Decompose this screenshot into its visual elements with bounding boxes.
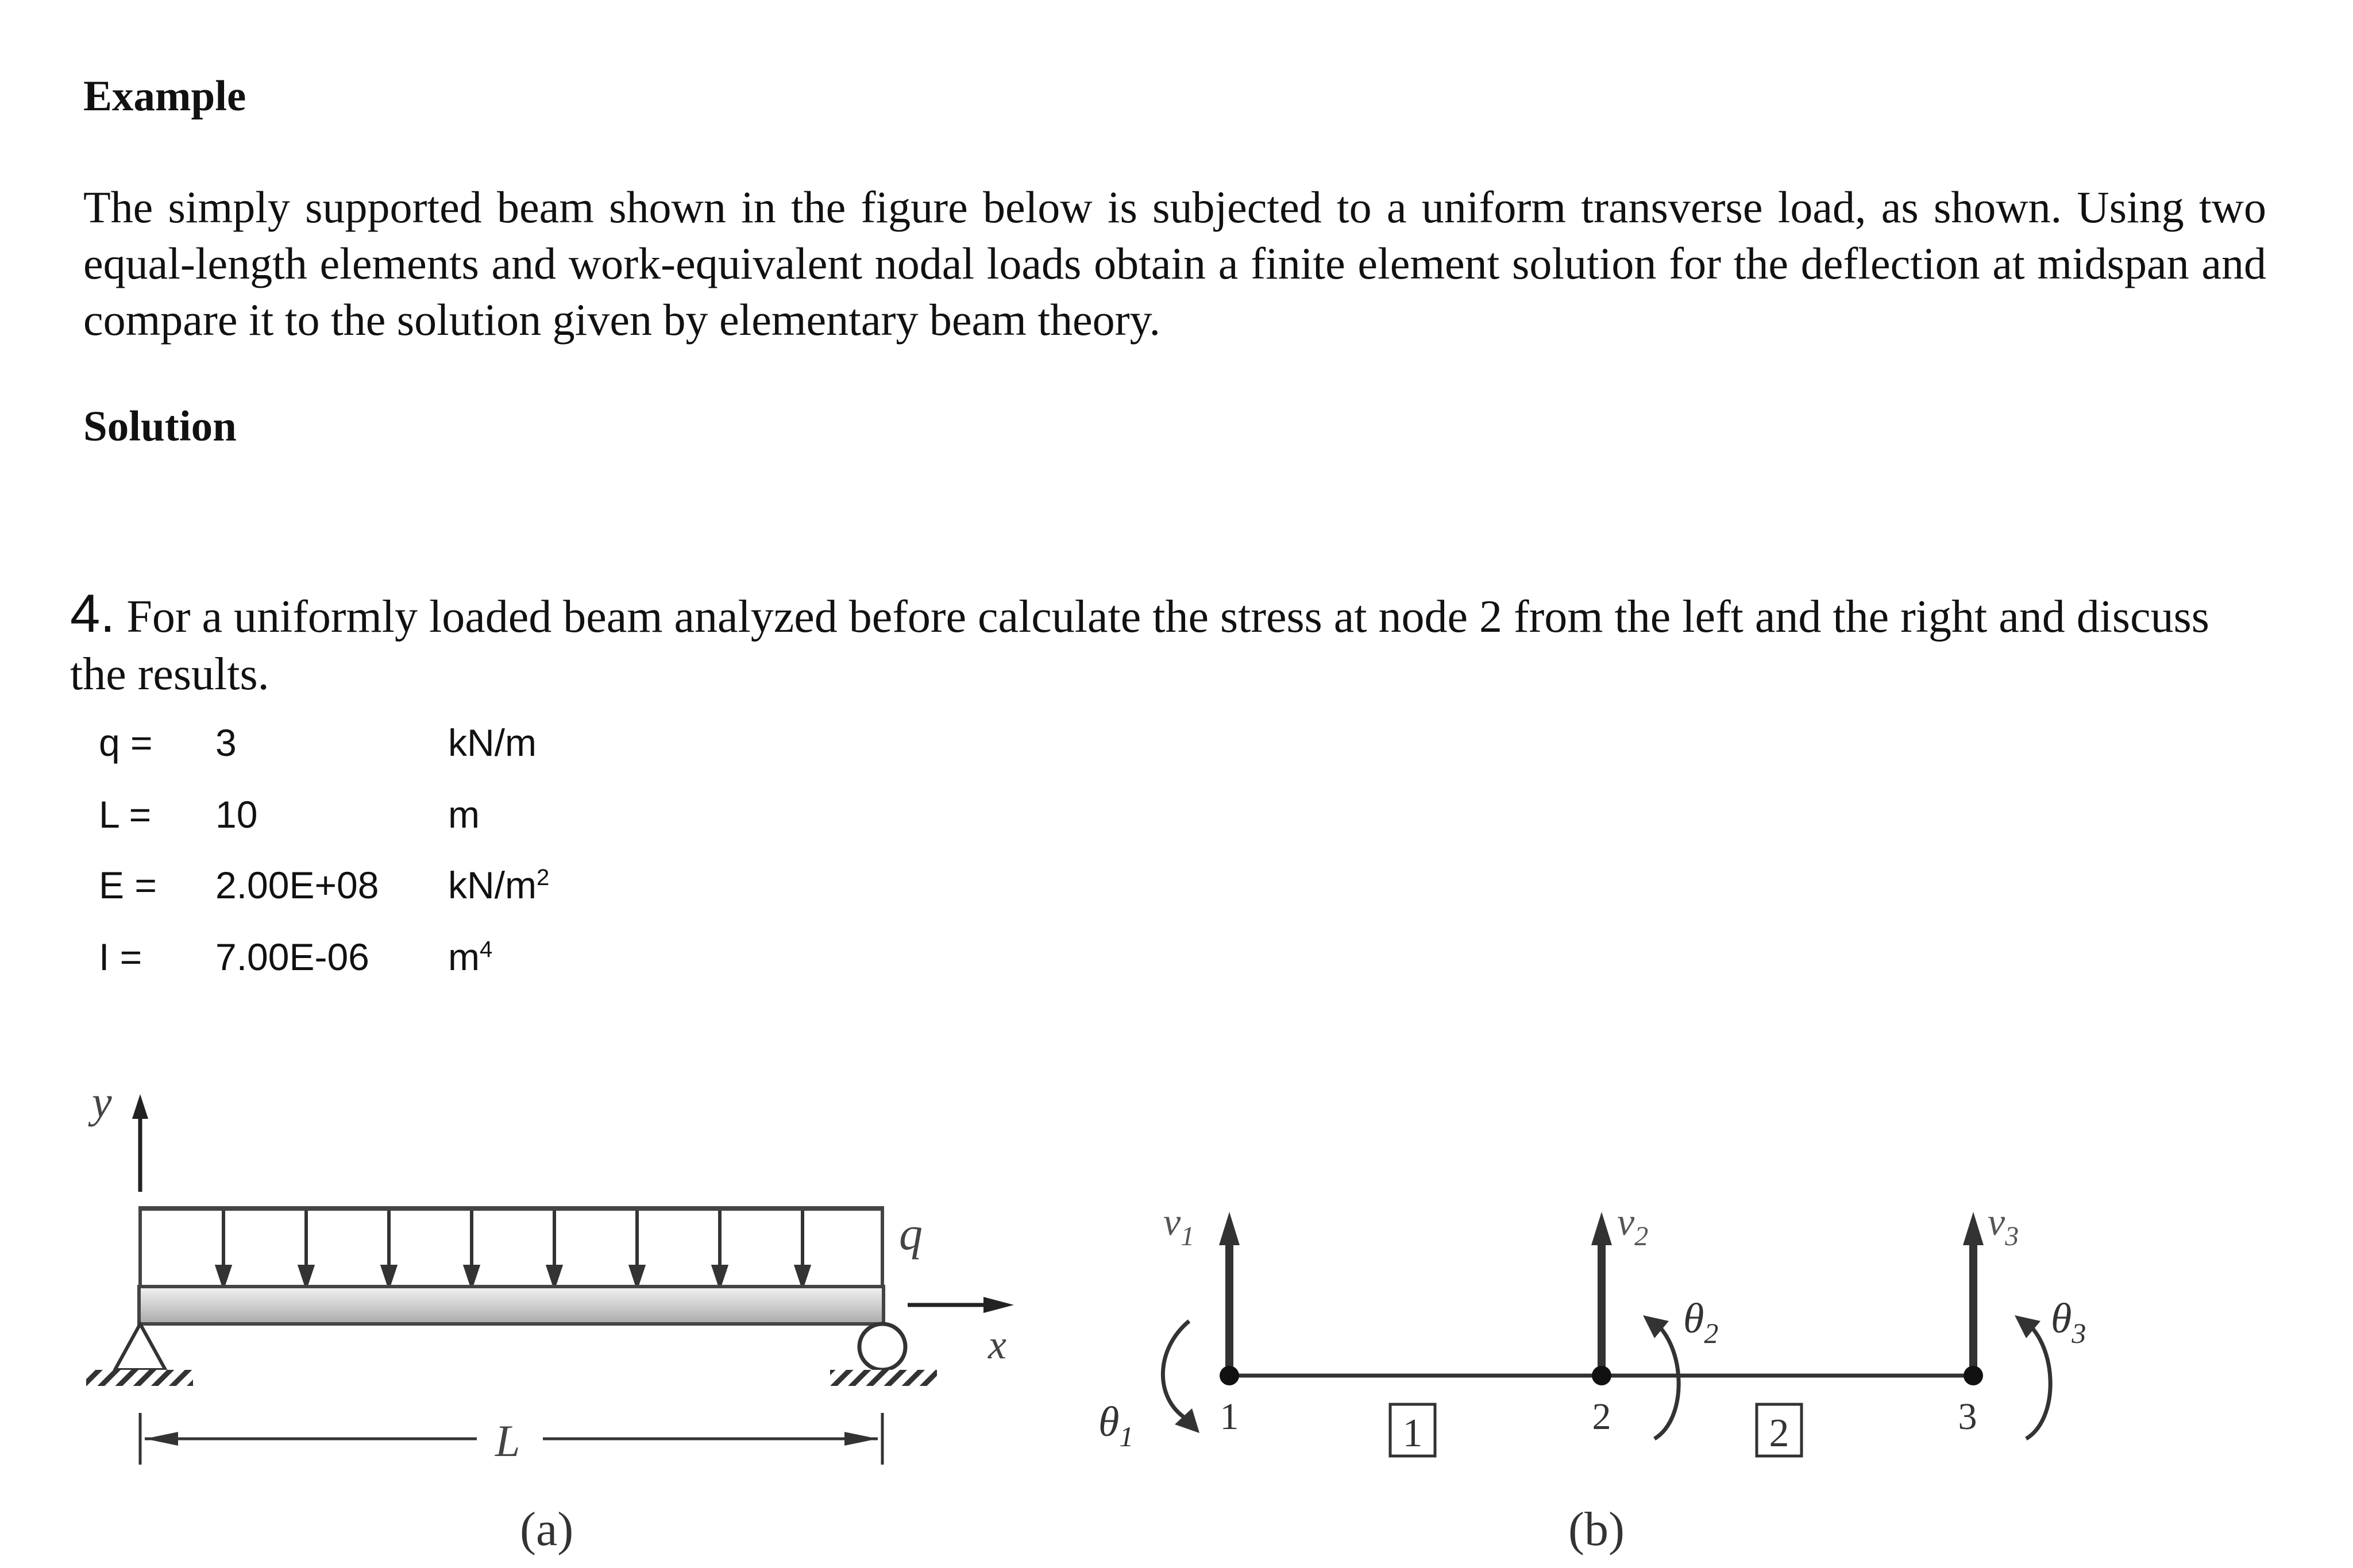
node-3-label: 3 [1958,1396,1977,1438]
v2-label: $v_2$ [1617,1200,1649,1252]
param-symbol: E = [99,864,157,906]
param-symbol: I = [99,936,142,978]
v3-arrowhead [1963,1212,1984,1245]
param-symbol: L = [99,793,152,836]
theta1-label: $\theta_1$ [1098,1399,1134,1453]
param-unit: $kN/m^2$ [448,864,550,906]
param-unit: kN/m [448,721,537,764]
theta3-arc [2025,1321,2050,1439]
param-unit: m [448,793,480,836]
solution-heading: Solution [83,403,237,450]
question-text: For a uniformly loaded beam analyzed before calculate the stress at node 2 from the left and the right and discuss the results. [70,592,2209,700]
element-1-label: 1 [1402,1411,1423,1455]
node-3 [1964,1366,1983,1385]
theta3-label: $\theta_3$ [2051,1295,2086,1349]
param-unit: $m^4$ [448,936,493,978]
v1-arrowhead [1219,1212,1240,1245]
param-value: 10 [215,793,258,836]
x-axis-label: x [988,1322,1006,1368]
param-value: 7.00E-06 [215,936,369,978]
example-heading: Example [83,72,246,120]
v3-label: $v_3$ [1988,1200,2019,1252]
figure-a-caption: (a) [520,1503,574,1556]
v2-arrowhead [1591,1212,1612,1245]
example-text: The simply supported beam shown in the figure below is subjected to a uniform transverse load, as shown. Using two equal-length elements and work-equivalent nodal loads obtain a finite element solution for the deflection at midspan and compare it to the solution given by elementary beam theory. [83,182,2266,345]
node-1 [1220,1366,1239,1385]
theta1-arc [1163,1321,1189,1419]
load-label: q [899,1207,923,1260]
param-symbol: q = [99,721,153,764]
theta2-label: $\theta_2$ [1683,1295,1719,1349]
v1-label: $v_1$ [1163,1200,1195,1252]
param-value: 2.00E+08 [215,864,379,906]
y-axis-label: y [92,1077,112,1127]
element-2-label: 2 [1769,1411,1789,1455]
question-number: 4. [70,583,115,643]
theta2-arc [1653,1321,1679,1439]
figure-b-caption: (b) [1568,1503,1625,1556]
node-2-label: 2 [1592,1396,1611,1438]
length-label: L [495,1416,520,1466]
param-value: 3 [215,721,237,764]
node-2 [1592,1366,1611,1385]
node-1-label: 1 [1220,1396,1239,1438]
